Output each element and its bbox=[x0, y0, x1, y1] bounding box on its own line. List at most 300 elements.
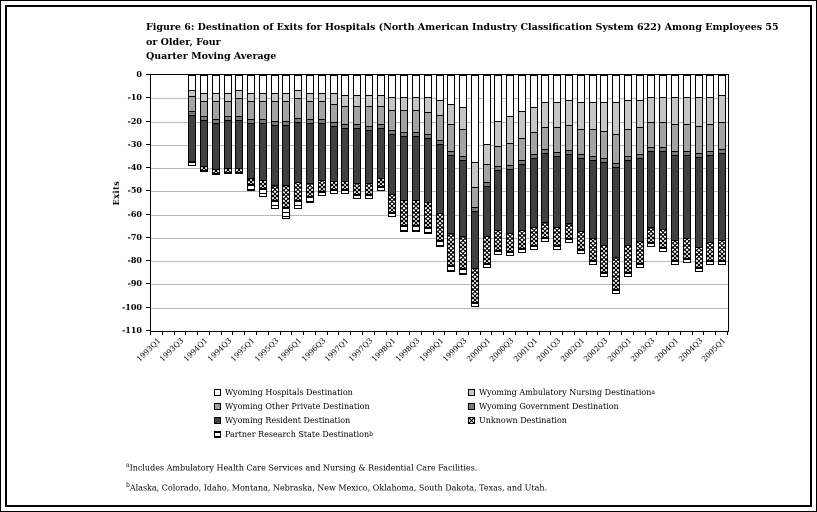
bar-1995Q2-partner bbox=[259, 188, 267, 197]
legend-item-hospitals bbox=[214, 388, 373, 397]
bar-1996Q1-resident bbox=[294, 122, 302, 183]
bar-2001Q4-hospitals bbox=[565, 75, 573, 101]
bar-1999Q1-hospitals bbox=[436, 75, 444, 101]
y-tick-label: -50 bbox=[127, 185, 142, 195]
bar-1999Q3-resident bbox=[459, 160, 467, 237]
legend-item-partner bbox=[214, 430, 373, 439]
bar-1996Q2-partner bbox=[306, 196, 314, 203]
legend-sup-partner: b bbox=[369, 431, 373, 438]
bar-2000Q4-hospitals bbox=[518, 75, 526, 112]
footnote-a-marker: a bbox=[126, 462, 130, 469]
bar-1998Q3-unknown bbox=[412, 200, 420, 226]
bar-2004Q4-hospitals bbox=[706, 75, 714, 98]
bar-2000Q3 bbox=[506, 75, 514, 256]
bar-1995Q2-hospitals bbox=[259, 75, 267, 94]
bar-2000Q1-ambulatory bbox=[483, 144, 491, 165]
bar-1997Q3 bbox=[365, 75, 373, 199]
bar-1998Q2-ambulatory bbox=[400, 97, 408, 111]
bar-1999Q2 bbox=[447, 75, 455, 272]
bar-2005Q1-otherprivate bbox=[718, 122, 726, 150]
legend-label-government: Wyoming Government Destination bbox=[479, 402, 619, 411]
bar-2003Q2-otherprivate bbox=[636, 127, 644, 155]
bar-2000Q3-unknown bbox=[506, 233, 514, 252]
bar-1995Q2-otherprivate bbox=[259, 101, 267, 120]
bar-2003Q2-unknown bbox=[636, 241, 644, 264]
x-tick-label: 1998Q1 bbox=[369, 336, 398, 364]
bar-1998Q2-resident bbox=[400, 136, 408, 201]
bar-1996Q2-hospitals bbox=[306, 75, 314, 94]
bar-2004Q2-partner bbox=[683, 258, 691, 263]
bar-1995Q3-resident bbox=[271, 125, 279, 186]
bar-2004Q4-ambulatory bbox=[706, 97, 714, 125]
bar-1995Q3-hospitals bbox=[271, 75, 279, 94]
bar-1997Q1-otherprivate bbox=[341, 106, 349, 125]
bar-1998Q2-hospitals bbox=[400, 75, 408, 98]
bar-2001Q3 bbox=[553, 75, 561, 250]
bar-1996Q3 bbox=[318, 75, 326, 196]
bar-2000Q4-unknown bbox=[518, 230, 526, 249]
bar-1997Q2-partner bbox=[353, 194, 361, 199]
bar-1997Q1 bbox=[341, 75, 349, 194]
bar-1999Q1 bbox=[436, 75, 444, 247]
gridline bbox=[151, 284, 728, 285]
bar-2001Q3-resident bbox=[553, 156, 561, 228]
bar-1996Q3-otherprivate bbox=[318, 101, 326, 120]
bar-1996Q3-hospitals bbox=[318, 75, 326, 94]
bar-2003Q4-otherprivate bbox=[659, 122, 667, 148]
bar-2000Q2-unknown bbox=[494, 230, 502, 251]
bar-1995Q4 bbox=[282, 75, 290, 219]
bar-2003Q2-partner bbox=[636, 263, 644, 268]
bar-1998Q4-ambulatory bbox=[424, 97, 432, 113]
bar-2002Q4-otherprivate bbox=[612, 134, 620, 164]
bar-1998Q4 bbox=[424, 75, 432, 234]
bar-1999Q3-unknown bbox=[459, 236, 467, 269]
bar-2002Q4 bbox=[612, 75, 620, 294]
bar-2002Q2-ambulatory bbox=[589, 102, 597, 130]
bar-2000Q4 bbox=[518, 75, 526, 253]
bar-2001Q2-hospitals bbox=[541, 75, 549, 103]
bar-1998Q1-unknown bbox=[388, 194, 396, 213]
legend-swatch-partner-icon bbox=[214, 431, 221, 438]
bar-1999Q3-hospitals bbox=[459, 75, 467, 108]
y-tick-label: -30 bbox=[127, 139, 142, 149]
bar-2004Q3-unknown bbox=[695, 247, 703, 268]
bar-1997Q3-otherprivate bbox=[365, 106, 373, 127]
bar-1997Q4 bbox=[377, 75, 385, 191]
bar-1999Q4-hospitals bbox=[471, 75, 479, 163]
bar-2004Q1 bbox=[671, 75, 679, 265]
bar-2000Q4-ambulatory bbox=[518, 111, 526, 139]
bar-1994Q4-partner bbox=[235, 172, 243, 174]
bar-1995Q4-resident bbox=[282, 125, 290, 186]
bar-2002Q3-partner bbox=[600, 272, 608, 277]
bar-2003Q3-resident bbox=[647, 151, 655, 228]
bar-1999Q3-ambulatory bbox=[459, 107, 467, 130]
bar-2004Q4-partner bbox=[706, 260, 714, 265]
bar-2004Q3-ambulatory bbox=[695, 97, 703, 127]
bar-2002Q3-resident bbox=[600, 162, 608, 246]
bar-1997Q1-resident bbox=[341, 128, 349, 182]
bar-1998Q3-hospitals bbox=[412, 75, 420, 98]
bar-1994Q4-resident bbox=[235, 120, 243, 169]
bar-1999Q4 bbox=[471, 75, 479, 307]
bar-2000Q1 bbox=[483, 75, 491, 268]
bar-2001Q3-partner bbox=[553, 245, 561, 250]
bar-1998Q1-hospitals bbox=[388, 75, 396, 98]
bar-2003Q1-otherprivate bbox=[624, 129, 632, 157]
bar-2000Q4-otherprivate bbox=[518, 138, 526, 161]
bar-2001Q4-partner bbox=[565, 238, 573, 243]
bar-2001Q2 bbox=[541, 75, 549, 242]
bar-1995Q2 bbox=[259, 75, 267, 197]
footnote-a-text: Includes Ambulatory Health Care Services and Nursing & Residential Care Facilities. bbox=[129, 463, 478, 473]
bar-2004Q1-hospitals bbox=[671, 75, 679, 98]
bar-2003Q3-otherprivate bbox=[647, 122, 655, 148]
bar-2002Q2-resident bbox=[589, 160, 597, 239]
bar-2000Q1-partner bbox=[483, 263, 491, 268]
bar-2003Q2 bbox=[636, 75, 644, 268]
bar-1999Q2-partner bbox=[447, 265, 455, 272]
bar-1999Q2-ambulatory bbox=[447, 104, 455, 125]
bar-1996Q1-partner bbox=[294, 200, 302, 209]
bar-2003Q3 bbox=[647, 75, 655, 247]
legend-item-government bbox=[468, 402, 655, 411]
bar-2000Q3-resident bbox=[506, 169, 514, 234]
bar-2003Q1 bbox=[624, 75, 632, 277]
bar-1996Q3-partner bbox=[318, 191, 326, 196]
bar-2003Q1-resident bbox=[624, 160, 632, 246]
bar-2000Q1-unknown bbox=[483, 236, 491, 264]
bar-1994Q1 bbox=[200, 75, 208, 172]
bar-1996Q4 bbox=[330, 75, 338, 194]
bar-2004Q4 bbox=[706, 75, 714, 265]
bar-2000Q2-hospitals bbox=[494, 75, 502, 122]
bar-1999Q4-resident bbox=[471, 211, 479, 269]
bar-1998Q2-unknown bbox=[400, 200, 408, 226]
x-tick-label: 1996Q1 bbox=[275, 336, 304, 364]
bar-1996Q2 bbox=[306, 75, 314, 203]
bar-2001Q1-otherprivate bbox=[530, 132, 538, 155]
x-tick-label: 1998Q3 bbox=[393, 336, 422, 364]
bar-1994Q3-hospitals bbox=[224, 75, 232, 94]
bar-1997Q4-resident bbox=[377, 128, 385, 179]
bar-1995Q1-otherprivate bbox=[247, 101, 255, 120]
x-tick-label: 2000Q3 bbox=[487, 336, 516, 364]
bar-1993Q4 bbox=[188, 75, 196, 166]
bar-2001Q2-resident bbox=[541, 153, 549, 223]
bar-2000Q2-otherprivate bbox=[494, 146, 502, 167]
gridline bbox=[151, 308, 728, 309]
y-tick-label: -20 bbox=[127, 116, 142, 126]
bar-2002Q2-otherprivate bbox=[589, 129, 597, 157]
bar-2002Q3-otherprivate bbox=[600, 131, 608, 159]
bar-2001Q4 bbox=[565, 75, 573, 243]
legend-right-column bbox=[468, 388, 655, 425]
bar-2000Q2-ambulatory bbox=[494, 121, 502, 147]
bar-2000Q3-hospitals bbox=[506, 75, 514, 117]
x-tick-label: 2002Q1 bbox=[558, 336, 587, 364]
bar-2005Q1 bbox=[718, 75, 726, 265]
bar-2002Q1-ambulatory bbox=[577, 102, 585, 130]
bar-2002Q1-resident bbox=[577, 158, 585, 232]
legend-item-otherprivate bbox=[214, 402, 373, 411]
bar-1998Q1 bbox=[388, 75, 396, 217]
figure-title-line2: Quarter Moving Average bbox=[146, 51, 277, 63]
y-tick-label: -90 bbox=[127, 278, 142, 288]
bar-1997Q2-otherprivate bbox=[353, 106, 361, 125]
bar-1997Q3-hospitals bbox=[365, 75, 373, 96]
bar-1996Q1-hospitals bbox=[294, 75, 302, 91]
bar-2000Q2-resident bbox=[494, 170, 502, 231]
bar-2002Q4-hospitals bbox=[612, 75, 620, 103]
bar-1997Q4-hospitals bbox=[377, 75, 385, 96]
y-tick-label: -10 bbox=[127, 92, 142, 102]
bar-1998Q4-otherprivate bbox=[424, 112, 432, 135]
bar-2003Q4-unknown bbox=[659, 229, 667, 248]
x-tick-label: 2004Q1 bbox=[652, 336, 681, 364]
bar-1998Q3 bbox=[412, 75, 420, 232]
bar-2001Q3-hospitals bbox=[553, 75, 561, 103]
bar-1997Q4-partner bbox=[377, 186, 385, 191]
bar-2001Q1-hospitals bbox=[530, 75, 538, 108]
legend-swatch-unknown-icon bbox=[468, 417, 475, 424]
bar-2000Q4-resident bbox=[518, 164, 526, 231]
bar-1994Q2-partner bbox=[212, 173, 220, 175]
bar-2001Q4-ambulatory bbox=[565, 100, 573, 126]
bar-1995Q4-unknown bbox=[282, 185, 290, 208]
y-tick-label: -70 bbox=[127, 232, 142, 242]
x-tick-label: 1995Q1 bbox=[228, 336, 257, 364]
bar-1997Q4-otherprivate bbox=[377, 106, 385, 125]
bar-1998Q2-partner bbox=[400, 225, 408, 232]
bar-2003Q1-hospitals bbox=[624, 75, 632, 101]
x-tick-label: 1997Q1 bbox=[322, 336, 351, 364]
legend-label-ambulatory: Wyoming Ambulatory Nursing Destination bbox=[479, 388, 652, 397]
bar-1994Q3-partner bbox=[224, 172, 232, 174]
x-tick-label: 2003Q1 bbox=[605, 336, 634, 364]
bar-2000Q2-partner bbox=[494, 250, 502, 255]
bar-2003Q4-ambulatory bbox=[659, 97, 667, 123]
bar-1999Q4-ambulatory bbox=[471, 162, 479, 188]
x-tick-label: 1995Q3 bbox=[252, 336, 281, 364]
bar-2002Q4-ambulatory bbox=[612, 102, 620, 135]
bar-2003Q1-ambulatory bbox=[624, 100, 632, 130]
bar-1998Q1-resident bbox=[388, 134, 396, 195]
bar-2001Q2-ambulatory bbox=[541, 102, 549, 128]
bar-1999Q4-partner bbox=[471, 302, 479, 307]
footnote-b-text: Alaska, Colorado, Idaho, Montana, Nebraska, New Mexico, Oklahoma, South Dakota, Texas, and Utah. bbox=[129, 483, 548, 493]
bar-2002Q3-ambulatory bbox=[600, 102, 608, 132]
bar-1999Q2-otherprivate bbox=[447, 124, 455, 152]
bar-1998Q1-otherprivate bbox=[388, 110, 396, 131]
legend-swatch-government-icon bbox=[468, 403, 475, 410]
bar-1993Q4-resident bbox=[188, 115, 196, 162]
bar-2003Q4-resident bbox=[659, 151, 667, 230]
bar-2003Q4-hospitals bbox=[659, 75, 667, 98]
bar-2005Q1-hospitals bbox=[718, 75, 726, 96]
bar-1996Q4-resident bbox=[330, 126, 338, 182]
bar-1998Q1-partner bbox=[388, 212, 396, 217]
bar-2002Q1-unknown bbox=[577, 231, 585, 250]
bar-2004Q3-hospitals bbox=[695, 75, 703, 98]
bar-1994Q1-partner bbox=[200, 170, 208, 172]
bar-2004Q4-unknown bbox=[706, 242, 714, 261]
y-axis-title: Exits bbox=[111, 180, 121, 206]
footnote-b-marker: b bbox=[126, 482, 130, 489]
bar-2001Q3-otherprivate bbox=[553, 127, 561, 153]
bar-1994Q4-otherprivate bbox=[235, 98, 243, 117]
bar-2003Q2-ambulatory bbox=[636, 100, 644, 128]
bar-2001Q1-resident bbox=[530, 158, 538, 228]
bar-2004Q4-otherprivate bbox=[706, 124, 714, 152]
bar-2001Q2-unknown bbox=[541, 222, 549, 238]
bar-1999Q3-partner bbox=[459, 268, 467, 275]
y-tick-label: -80 bbox=[127, 255, 142, 265]
legend-label-partner: Partner Research State Destination bbox=[225, 430, 370, 439]
bar-2000Q3-partner bbox=[506, 251, 514, 256]
bar-1996Q3-resident bbox=[318, 123, 326, 181]
bar-1999Q1-resident bbox=[436, 144, 444, 214]
bar-1998Q4-unknown bbox=[424, 202, 432, 228]
bar-1995Q3 bbox=[271, 75, 279, 209]
legend-item-ambulatory bbox=[468, 388, 655, 397]
bar-2003Q2-resident bbox=[636, 158, 644, 242]
legend-swatch-otherprivate-icon bbox=[214, 403, 221, 410]
bar-1995Q1-partner bbox=[247, 184, 255, 191]
footnote-a bbox=[126, 462, 477, 473]
bar-2002Q2-unknown bbox=[589, 238, 597, 261]
bar-1996Q1 bbox=[294, 75, 302, 209]
x-tick-label: 1993Q1 bbox=[134, 336, 163, 364]
bar-1999Q1-unknown bbox=[436, 213, 444, 241]
bar-2005Q1-unknown bbox=[718, 240, 726, 261]
bar-2002Q1-partner bbox=[577, 249, 585, 254]
x-tick-label: 2005Q1 bbox=[699, 336, 728, 364]
bar-1998Q3-resident bbox=[412, 136, 420, 201]
legend-label-otherprivate: Wyoming Other Private Destination bbox=[225, 402, 370, 411]
bar-2004Q2-resident bbox=[683, 155, 691, 239]
bar-2000Q1-resident bbox=[483, 186, 491, 237]
legend-label-unknown: Unknown Destination bbox=[479, 416, 567, 425]
bar-1994Q1-otherprivate bbox=[200, 101, 208, 117]
plot-area bbox=[150, 74, 729, 332]
bar-2001Q1-partner bbox=[530, 245, 538, 250]
x-tick-label: 1994Q1 bbox=[181, 336, 210, 364]
bar-2005Q1-partner bbox=[718, 260, 726, 265]
bar-2002Q2 bbox=[589, 75, 597, 265]
bar-2004Q1-otherprivate bbox=[671, 124, 679, 152]
bar-1997Q2 bbox=[353, 75, 361, 199]
y-tick-label: -60 bbox=[127, 209, 142, 219]
bar-2002Q3-hospitals bbox=[600, 75, 608, 103]
bar-2002Q1-hospitals bbox=[577, 75, 585, 103]
bar-2001Q1-ambulatory bbox=[530, 107, 538, 133]
bar-1998Q4-partner bbox=[424, 227, 432, 234]
bar-1994Q3 bbox=[224, 75, 232, 174]
bar-2002Q4-unknown bbox=[612, 257, 620, 290]
bar-1999Q1-ambulatory bbox=[436, 100, 444, 116]
bar-2001Q3-ambulatory bbox=[553, 102, 561, 128]
bar-2001Q4-unknown bbox=[565, 223, 573, 239]
bar-2004Q1-unknown bbox=[671, 240, 679, 261]
bar-1997Q1-partner bbox=[341, 189, 349, 194]
bar-2004Q3 bbox=[695, 75, 703, 272]
x-tick-label: 1999Q1 bbox=[417, 336, 446, 364]
legend-item-unknown bbox=[468, 416, 655, 425]
legend-left-column bbox=[214, 388, 373, 439]
bar-2005Q1-ambulatory bbox=[718, 95, 726, 123]
bar-2003Q4 bbox=[659, 75, 667, 252]
x-tick-label: 2002Q3 bbox=[581, 336, 610, 364]
bar-1997Q2-hospitals bbox=[353, 75, 361, 96]
legend-swatch-ambulatory-icon bbox=[468, 389, 475, 396]
x-tick-label: 2001Q3 bbox=[534, 336, 563, 364]
bar-1994Q4 bbox=[235, 75, 243, 174]
bar-2000Q1-otherprivate bbox=[483, 164, 491, 183]
bar-1996Q2-unknown bbox=[306, 183, 314, 197]
bar-2005Q1-resident bbox=[718, 153, 726, 241]
bar-2002Q3-unknown bbox=[600, 245, 608, 273]
bar-2003Q4-partner bbox=[659, 247, 667, 252]
x-tick-label: 2000Q1 bbox=[464, 336, 493, 364]
x-tick-label: 2004Q3 bbox=[676, 336, 705, 364]
bar-1994Q4-hospitals bbox=[235, 75, 243, 91]
bar-1999Q2-unknown bbox=[447, 233, 455, 266]
bar-2000Q4-partner bbox=[518, 248, 526, 253]
bar-2001Q2-partner bbox=[541, 237, 549, 242]
footnote-b bbox=[126, 482, 547, 493]
bar-2004Q1-ambulatory bbox=[671, 97, 679, 125]
bar-2004Q3-resident bbox=[695, 157, 703, 248]
bar-2004Q2 bbox=[683, 75, 691, 263]
bar-1994Q1-resident bbox=[200, 120, 208, 167]
bar-1995Q4-partner bbox=[282, 207, 290, 219]
bar-1994Q2-hospitals bbox=[212, 75, 220, 94]
figure-title bbox=[146, 21, 786, 65]
bar-1998Q1-ambulatory bbox=[388, 97, 396, 111]
bar-1998Q3-partner bbox=[412, 225, 420, 232]
bar-1994Q3-otherprivate bbox=[224, 101, 232, 117]
bar-2003Q1-partner bbox=[624, 272, 632, 277]
bar-1994Q2-otherprivate bbox=[212, 101, 220, 120]
y-tick-label: -110 bbox=[121, 325, 142, 335]
bar-1995Q4-otherprivate bbox=[282, 101, 290, 122]
bar-1996Q4-otherprivate bbox=[330, 104, 338, 123]
bar-1995Q3-partner bbox=[271, 200, 279, 209]
bar-1994Q1-hospitals bbox=[200, 75, 208, 94]
bar-1998Q3-ambulatory bbox=[412, 97, 420, 111]
y-tick-label: -100 bbox=[121, 302, 142, 312]
bar-2000Q1-hospitals bbox=[483, 75, 491, 145]
bar-2003Q3-ambulatory bbox=[647, 97, 655, 123]
x-tick-label: 1993Q3 bbox=[157, 336, 186, 364]
x-tick-label: 2001Q1 bbox=[511, 336, 540, 364]
bar-1995Q1-hospitals bbox=[247, 75, 255, 94]
bar-2001Q1 bbox=[530, 75, 538, 250]
bar-2002Q4-partner bbox=[612, 289, 620, 294]
bar-2003Q3-hospitals bbox=[647, 75, 655, 98]
bar-1998Q3-otherprivate bbox=[412, 110, 420, 133]
bar-2002Q2-partner bbox=[589, 260, 597, 265]
bar-1995Q3-otherprivate bbox=[271, 101, 279, 122]
bar-2000Q3-otherprivate bbox=[506, 143, 514, 166]
bar-1995Q1 bbox=[247, 75, 255, 191]
bar-2001Q4-otherprivate bbox=[565, 125, 573, 151]
bar-1996Q4-hospitals bbox=[330, 75, 338, 94]
bar-1997Q3-resident bbox=[365, 130, 373, 184]
x-tick-label: 2003Q3 bbox=[628, 336, 657, 364]
